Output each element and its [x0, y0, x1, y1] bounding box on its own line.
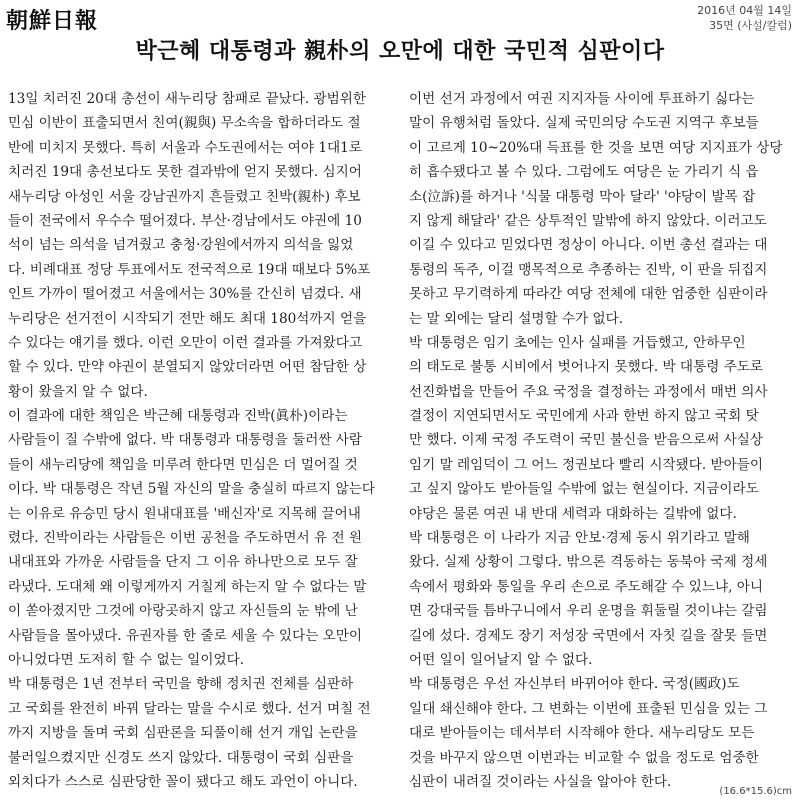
- editorial-headline: 박근혜 대통령과 親朴의 오만에 대한 국민적 심판이다: [135, 39, 665, 64]
- article-text-line: 라냈다. 도대체 왜 이렇게까지 거칠게 하는지 알 수 없다는 말: [8, 578, 367, 595]
- article-text-line: 심판이 내려질 것이라는 사실을 알아야 한다.: [409, 773, 672, 790]
- page-section: 35면 (사설/칼럼): [709, 19, 792, 32]
- article-text-line: 말이 유행처럼 돌았다. 실제 국민의당 수도권 지역구 후보들: [409, 115, 759, 132]
- article-text-line: 까지 지방을 돌며 국회 심판론을 되풀이해 선거 개입 논란을: [8, 725, 358, 742]
- article-text-line: 면 강대국들 틈바구니에서 우리 운명을 휘둘릴 것이냐는 갈림: [409, 603, 768, 620]
- article-text-line: 민심 이반이 표출되면서 친여(親與) 무소속을 합하더라도 절: [8, 115, 361, 132]
- newspaper-masthead: 朝鮮日報: [6, 8, 99, 34]
- article-text-line: 길에 섰다. 경제도 장기 저성장 국면에서 자칫 길을 잘못 들면: [409, 627, 768, 644]
- article-text-line: 이번 선거 과정에서 여권 지지자들 사이에 투표하기 싫다는: [409, 91, 755, 107]
- article-text-line: 고 싶지 않아도 받아들일 수밖에 없는 현실이다. 지금이라도: [409, 481, 759, 498]
- article-text-line: 사람들이 질 수밖에 없다. 박 대통령과 대통령을 둘러싼 사람: [8, 432, 363, 449]
- article-text-line: 못하고 무기력하게 따라간 여당 전체에 대한 엄중한 심판이라: [409, 286, 768, 303]
- article-text-line: 결정이 지연되면서도 국민에게 사과 한번 하지 않고 국회 탓: [409, 408, 759, 425]
- article-text-line: 어떤 일이 일어날지 알 수 없다.: [409, 651, 593, 668]
- article-text-line: 석이 넘는 의석을 넘겨줬고 충청·강원에서까지 의석을 잃었: [8, 237, 354, 254]
- article-text-line: 박 대통령은 우선 자신부터 바뀌어야 한다. 국정(國政)도: [409, 676, 740, 693]
- article-text-line: 야당은 물론 여권 내 반대 세력과 대화하는 길밖에 없다.: [409, 505, 737, 522]
- article-column-left: [8, 87, 391, 794]
- article-text-line: 아니었다면 도저히 할 수 없는 일이었다.: [8, 651, 245, 668]
- article-text-line: 는 이유로 유승민 당시 원내대표를 '배신자'로 지목해 끌어내: [8, 505, 361, 522]
- article-text-line: 지 않게 해달라' 같은 상투적인 말밖에 하지 않았다. 이러고도: [409, 212, 767, 229]
- article-text-line: 치러진 19대 총선보다도 못한 결과밖에 얻지 못했다. 심지어: [8, 164, 362, 181]
- article-text-line: 13일 치러진 20대 총선이 새누리당 참패로 끝났다. 광범위한: [8, 91, 367, 107]
- article-text-line: 히 흡수됐다고 볼 수 있다. 그럼에도 여당은 눈 가리기 식 읍: [409, 164, 759, 181]
- article-size-note: (16.6*15.6)cm: [719, 786, 792, 797]
- article-text-line: 의 태도로 불통 시비에서 벗어나지 못했다. 박 대통령 주도로: [409, 359, 764, 376]
- article-text-line: 들이 전국에서 우수수 떨어졌다. 부산·경남에서도 야권에 10: [8, 212, 362, 229]
- article-text-line: 반에 미치지 못했다. 특히 서울과 수도권에서는 여야 1대1로: [8, 139, 362, 156]
- article-text-line: 인트 가까이 떨어졌고 서울에서는 30%를 간신히 넘겼다. 새: [8, 286, 362, 303]
- article-text-line: 수 있다는 얘기를 했다. 이런 오만이 이런 결과를 가져왔다고: [8, 334, 363, 351]
- article-text-line: 새누리당 아성인 서울 강남권까지 흔들렸고 친박(親朴) 후보: [8, 188, 361, 205]
- article-meta: [697, 3, 792, 33]
- article-text-line: 다. 비례대표 정당 투표에서도 전국적으로 19대 때보다 5%포: [8, 261, 371, 278]
- article-text-line: 사람들을 몰아냈다. 유권자를 한 줄로 세울 수 있다는 오만이: [8, 627, 363, 644]
- article-text-line: 선진화법을 만들어 주요 국정을 결정하는 과정에서 매번 의사: [409, 383, 768, 400]
- article-text-line: 누리당은 선거전이 시작되기 전만 해도 최대 180석까지 얻을: [8, 310, 367, 327]
- article-text-line: 할 수 있다. 만약 야권이 분열되지 않았더라면 어떤 참담한 상: [8, 359, 367, 376]
- article-text-line: 불러일으켰지만 신경도 쓰지 않았다. 대통령이 국회 심판을: [8, 749, 354, 766]
- article-text-line: 대로 받아들이는 데서부터 시작해야 한다. 새누리당도 모든: [409, 725, 755, 742]
- article-text-line: 고 국회를 완전히 바꿔 달라는 말을 수시로 했다. 선거 며칠 전: [8, 700, 371, 717]
- article-text-line: 박 대통령은 임기 초에는 인사 실패를 거듭했고, 안하무인: [409, 334, 746, 351]
- article-text-line: 외치다가 스스로 심판당한 꼴이 됐다고 해도 과언이 아니다.: [8, 773, 358, 790]
- article-text-line: 내대표와 가까운 사람들을 단지 그 이유 하나만으로 모두 잘: [8, 554, 358, 571]
- publication-date: 2016년 04월 14일: [697, 4, 792, 17]
- article-text-line: 이 쏟아졌지만 그것에 아랑곳하지 않고 자신들의 눈 밖에 난: [8, 603, 358, 620]
- article-text-line: 들이 새누리당에 책임을 미루려 한다면 민심은 더 멀어질 것: [8, 456, 358, 473]
- article-text-line: 일대 쇄신해야 한다. 그 변화는 이번에 표출된 민심을 있는 그: [409, 700, 768, 717]
- article-text-line: 이길 수 있다고 믿었다면 정상이 아니다. 이번 총선 결과는 대: [409, 237, 768, 254]
- article-text-line: 만 했다. 이제 국정 주도력이 국민 불신을 받음으로써 사실상: [409, 432, 764, 449]
- article-text-line: 황이 왔을지 알 수 없다.: [8, 383, 148, 400]
- article-text-line: 는 말 외에는 달리 설명할 수가 없다.: [409, 310, 624, 327]
- article-text-line: 이 고르게 10~20%대 득표를 한 것을 보면 여당 지지표가 상당: [409, 139, 783, 156]
- article-text-line: 이다. 박 대통령은 작년 5월 자신의 말을 충실히 따르지 않는다: [8, 481, 376, 498]
- article-text-line: 속에서 평화와 통일을 우리 손으로 주도해갈 수 있느냐, 아니: [409, 578, 764, 595]
- article-text-line: 렸다. 진박이라는 사람들은 이번 공천을 주도하면서 유 전 원: [8, 530, 363, 547]
- article-text-line: 통령의 독주, 이걸 맹목적으로 추종하는 진박, 이 판을 뒤집지: [409, 261, 768, 278]
- article-text-line: 임기 말 레임덕이 그 어느 정권보다 빨리 시작됐다. 받아들이: [409, 456, 764, 473]
- article-text-line: 것을 바꾸지 않으면 이번과는 비교할 수 없을 정도로 엄중한: [409, 749, 759, 766]
- article-text-line: 왔다. 실제 상황이 그렇다. 밖으론 격동하는 동북아 국제 정세: [409, 554, 768, 571]
- article-text-line: 소(泣訴)를 하거나 '식물 대통령 막아 달라' '야당이 발목 잡: [409, 188, 756, 205]
- article-text-line: 박 대통령은 1년 전부터 국민을 향해 정치권 전체를 심판하: [8, 676, 354, 693]
- article-text-line: 이 결과에 대한 책임은 박근혜 대통령과 진박(眞朴)이라는: [8, 408, 348, 425]
- article-text-line: 박 대통령은 이 나라가 지금 안보·경제 동시 위기라고 말해: [409, 530, 750, 547]
- article-column-right: [409, 87, 792, 794]
